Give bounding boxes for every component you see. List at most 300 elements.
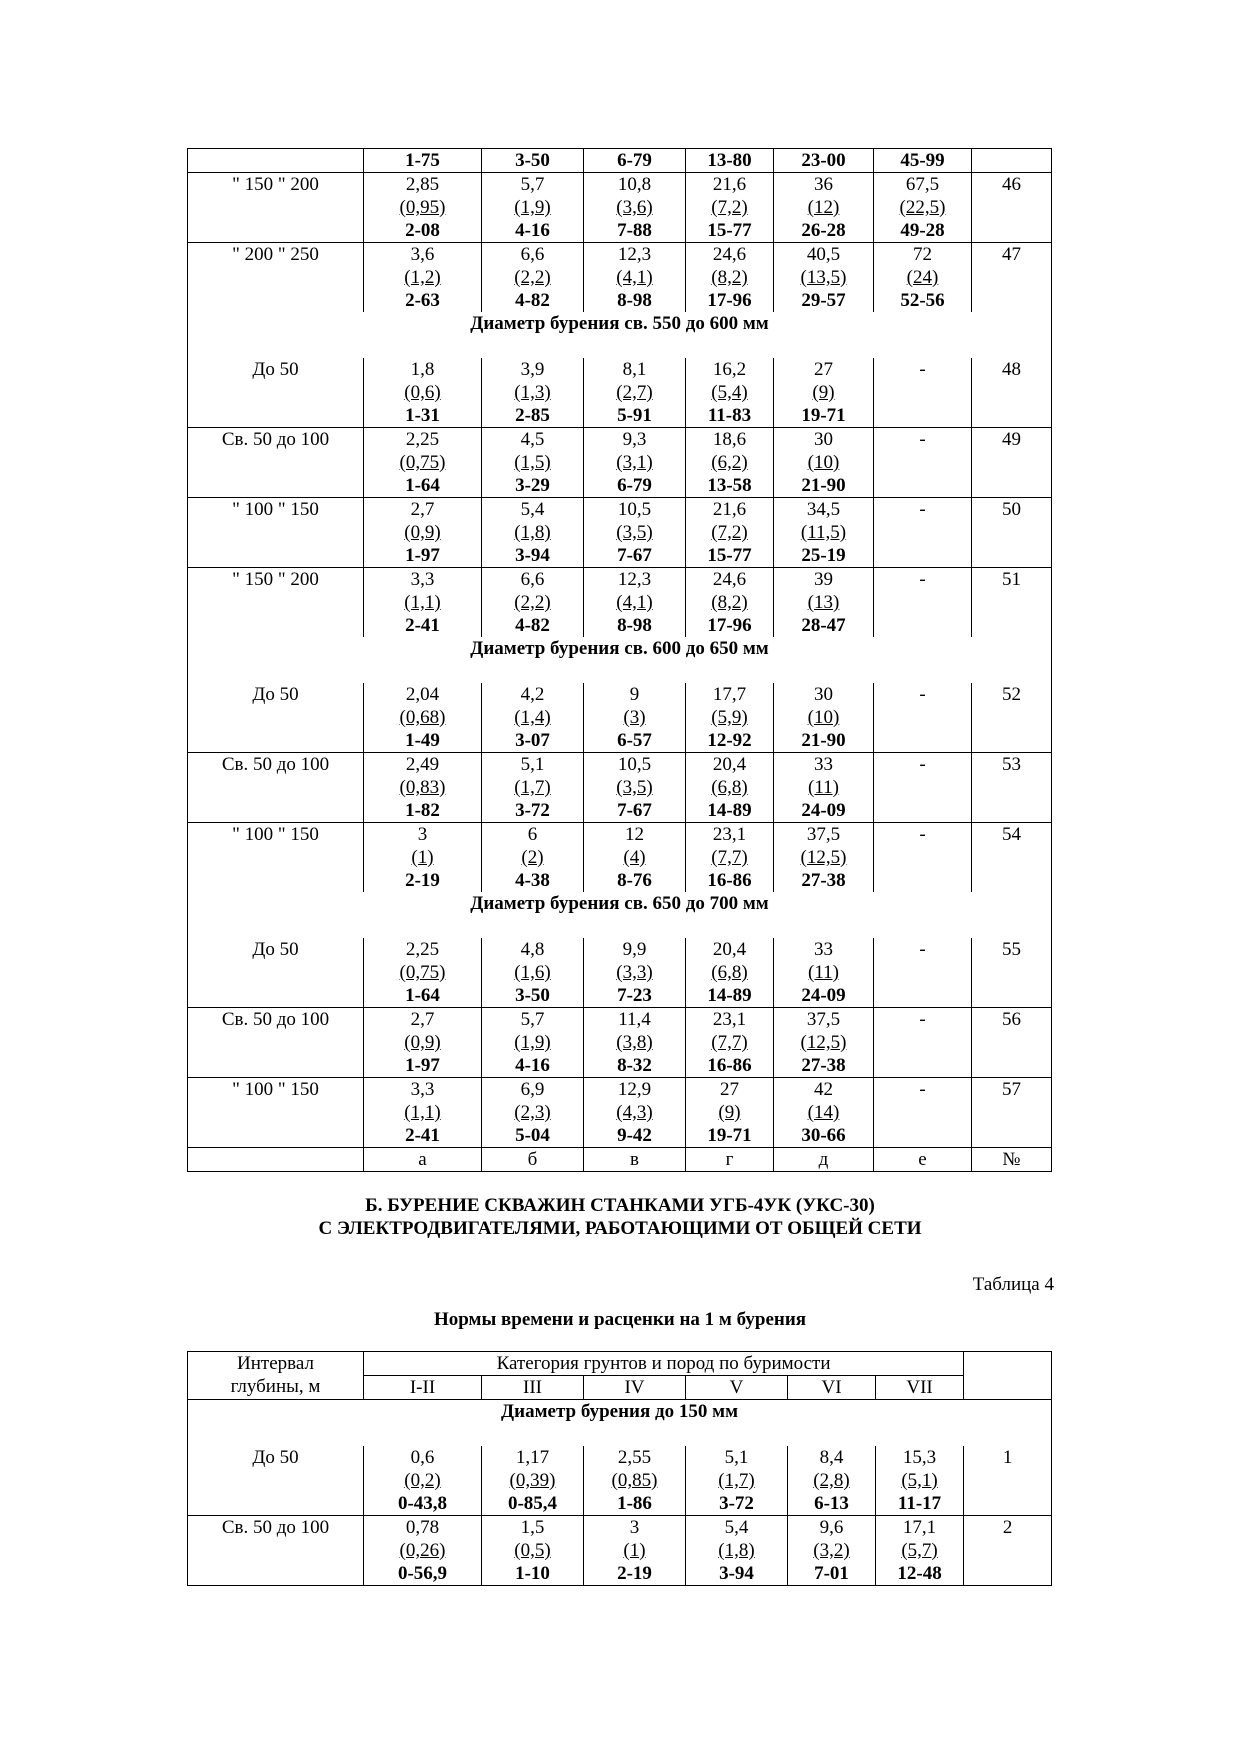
value-cell [774, 498, 874, 568]
time-norm: 12,9 [617, 1079, 652, 1100]
rate: 2-41 [405, 1125, 440, 1146]
machine-time: (2,2) [514, 592, 551, 613]
value-cell [874, 938, 972, 1008]
time-norm: - [919, 824, 926, 845]
time-norm: 30 [814, 684, 833, 705]
machine-time: (4,3) [616, 1102, 653, 1123]
value-cell [774, 823, 874, 893]
time-norm: 37,5 [806, 824, 841, 845]
section-heading: Диаметр бурения св. 600 до 650 мм [188, 637, 1052, 683]
time-norm: - [919, 429, 926, 450]
rate: 3-94 [719, 1563, 754, 1584]
row-number: 57 [972, 1078, 1052, 1148]
value-cell [874, 243, 972, 313]
rate: 13-58 [707, 475, 752, 496]
value-cell [874, 428, 972, 498]
machine-time: (5,1) [901, 1470, 938, 1491]
machine-time: (3) [623, 707, 646, 728]
machine-time: (24) [906, 267, 939, 288]
rate: 2-19 [405, 870, 440, 891]
value-cell [774, 358, 874, 428]
rate: 2-85 [515, 405, 550, 426]
time-norm: 20,4 [712, 754, 747, 775]
row-number: 50 [972, 498, 1052, 568]
table-row [188, 1008, 1052, 1078]
value-cell [774, 243, 874, 313]
time-norm: 24,6 [712, 569, 747, 590]
category-header: IV [584, 1376, 686, 1400]
row-number: 47 [972, 243, 1052, 313]
time-norm: 5,7 [520, 174, 545, 195]
machine-time: (0,85) [611, 1470, 658, 1491]
table-row [188, 358, 1052, 428]
time-norm: 12,3 [617, 569, 652, 590]
value-cell [774, 568, 874, 638]
machine-time: (2,8) [813, 1470, 850, 1491]
rate: 2-08 [405, 220, 440, 241]
value-cell [686, 1446, 788, 1516]
column-letter: а [364, 1148, 482, 1172]
category-header: VI [788, 1376, 876, 1400]
row-number: 46 [972, 173, 1052, 243]
value-cell [584, 243, 686, 313]
rate: 7-67 [617, 545, 652, 566]
value-cell [686, 358, 774, 428]
value-cell [482, 1008, 584, 1078]
rate: 26-28 [801, 220, 846, 241]
norms-table-4 [187, 1351, 1052, 1586]
time-norm: 6 [527, 824, 538, 845]
machine-time: (4,1) [616, 592, 653, 613]
value-cell [364, 683, 482, 753]
section-heading: Диаметр бурения св. 650 до 700 мм [188, 892, 1052, 938]
machine-time: (6,2) [711, 452, 748, 473]
time-norm: 33 [814, 939, 833, 960]
time-norm: 12 [625, 824, 644, 845]
machine-time: (3,3) [616, 962, 653, 983]
time-norm: 5,1 [520, 754, 545, 775]
rate: 3-29 [515, 475, 550, 496]
rate: 49-28 [900, 220, 945, 241]
machine-time: (3,1) [616, 452, 653, 473]
machine-time: (2,2) [514, 267, 551, 288]
time-norm: 2,85 [405, 174, 440, 195]
rate: 17-96 [707, 290, 752, 311]
machine-time: (1,5) [514, 452, 551, 473]
value-cell [482, 428, 584, 498]
machine-time: (4) [623, 847, 646, 868]
interval-label: До 50 [188, 683, 364, 753]
value-cell [364, 1008, 482, 1078]
rate: 1-97 [405, 545, 440, 566]
value-cell [364, 938, 482, 1008]
table-number: Таблица 4 [972, 1274, 1054, 1295]
rate [874, 1124, 971, 1147]
section-row [188, 637, 1052, 683]
value-cell [874, 1078, 972, 1148]
value-cell [584, 753, 686, 823]
machine-time: (13) [807, 592, 840, 613]
rate: 24-09 [801, 800, 846, 821]
time-norm: 18,6 [712, 429, 747, 450]
value-cell [788, 1446, 876, 1516]
rate: 4-16 [515, 1055, 550, 1076]
rate: 1-86 [617, 1493, 652, 1514]
rate: 15-77 [707, 220, 752, 241]
time-norm: 3,3 [410, 1079, 435, 1100]
time-norm: 16,2 [712, 359, 747, 380]
category-header: III [482, 1376, 584, 1400]
rate: 16-86 [707, 870, 752, 891]
time-norm: 40,5 [806, 244, 841, 265]
rate: 19-71 [707, 1125, 752, 1146]
table-row [188, 498, 1052, 568]
value-cell [686, 1516, 788, 1586]
rate: 27-38 [801, 870, 846, 891]
rate: 8-98 [617, 615, 652, 636]
interval-label: Св. 50 до 100 [188, 428, 364, 498]
machine-time: (11,5) [800, 522, 847, 543]
time-norm: 11,4 [618, 1009, 651, 1030]
time-norm: 3,3 [410, 569, 435, 590]
rate: 4-82 [515, 290, 550, 311]
machine-time: (1) [623, 1540, 646, 1561]
rate: 1-49 [405, 730, 440, 751]
rate-header: 6-79 [584, 149, 686, 173]
machine-time: (12) [807, 197, 840, 218]
rate: 1-10 [515, 1563, 550, 1584]
rate-header: 23-00 [774, 149, 874, 173]
time-norm: 37,5 [806, 1009, 841, 1030]
rate: 25-19 [801, 545, 846, 566]
time-norm: 20,4 [712, 939, 747, 960]
table-row [188, 568, 1052, 638]
time-norm: 2,7 [410, 499, 435, 520]
machine-time: (1,1) [404, 592, 441, 613]
rate-header [972, 149, 1052, 173]
time-norm: 3 [417, 824, 428, 845]
row-number: 2 [964, 1516, 1052, 1586]
time-norm: 6,6 [520, 244, 545, 265]
table-row [188, 753, 1052, 823]
time-norm: 15,3 [902, 1447, 937, 1468]
machine-time [874, 381, 971, 404]
machine-time: (0,75) [399, 452, 446, 473]
time-norm: 72 [913, 244, 932, 265]
machine-time: (2) [521, 847, 544, 868]
rate: 6-13 [814, 1493, 849, 1514]
value-cell [584, 568, 686, 638]
time-norm: 30 [814, 429, 833, 450]
value-cell [364, 1516, 482, 1586]
time-norm: 17,1 [902, 1517, 937, 1538]
column-letter: д [774, 1148, 874, 1172]
rate: 2-19 [617, 1563, 652, 1584]
section-row [188, 1400, 1052, 1447]
machine-time: (1,7) [718, 1470, 755, 1491]
machine-time: (0,39) [509, 1470, 556, 1491]
category-header: V [686, 1376, 788, 1400]
value-cell [774, 1078, 874, 1148]
rate: 14-89 [707, 985, 752, 1006]
value-cell [584, 1516, 686, 1586]
machine-time [874, 961, 971, 984]
rate: 52-56 [900, 290, 945, 311]
interval-label: " 150 " 200 [188, 568, 364, 638]
machine-time: (0,2) [404, 1470, 441, 1491]
column-letter: е [874, 1148, 972, 1172]
value-cell [686, 428, 774, 498]
machine-time: (0,6) [404, 382, 441, 403]
rate [874, 544, 971, 567]
rate: 19-71 [801, 405, 846, 426]
value-cell [482, 938, 584, 1008]
time-norm: 5,4 [724, 1517, 749, 1538]
time-norm: 2,25 [405, 429, 440, 450]
machine-time: (22,5) [899, 197, 946, 218]
value-cell [774, 173, 874, 243]
value-cell [874, 753, 972, 823]
row-number: 56 [972, 1008, 1052, 1078]
time-norm: 2,49 [405, 754, 440, 775]
machine-time: (1,1) [404, 1102, 441, 1123]
time-norm: 4,5 [520, 429, 545, 450]
interval-header-line1: Интервал [237, 1353, 314, 1374]
rate: 8-98 [617, 290, 652, 311]
column-letter: г [686, 1148, 774, 1172]
machine-time: (1,8) [718, 1540, 755, 1561]
value-cell [364, 498, 482, 568]
rate [874, 474, 971, 497]
interval-label: Св. 50 до 100 [188, 1008, 364, 1078]
time-norm: 3,9 [520, 359, 545, 380]
category-header: VII [876, 1376, 964, 1400]
rate: 1-97 [405, 1055, 440, 1076]
table-row [188, 173, 1052, 243]
rate [874, 404, 971, 427]
machine-time [874, 776, 971, 799]
interval-label: Св. 50 до 100 [188, 1516, 364, 1586]
value-cell [482, 753, 584, 823]
machine-time: (14) [807, 1102, 840, 1123]
rate: 4-16 [515, 220, 550, 241]
time-norm: 10,8 [617, 174, 652, 195]
value-cell [686, 173, 774, 243]
value-cell [774, 753, 874, 823]
rate: 24-09 [801, 985, 846, 1006]
section-b-title-line2: С ЭЛЕКТРОДВИГАТЕЛЯМИ, РАБОТАЮЩИМИ ОТ ОБЩЕЙ СЕТИ [318, 1218, 922, 1239]
value-cell [584, 1446, 686, 1516]
time-norm: 8,4 [819, 1447, 844, 1468]
time-norm: 33 [814, 754, 833, 775]
category-group-header: Категория грунтов и пород по буримости [364, 1352, 964, 1376]
rate: 3-72 [719, 1493, 754, 1514]
value-cell [686, 1078, 774, 1148]
value-cell [584, 173, 686, 243]
time-norm: 5,1 [724, 1447, 749, 1468]
rate: 6-57 [617, 730, 652, 751]
value-cell [584, 938, 686, 1008]
rate: 3-50 [515, 985, 550, 1006]
row-number: 49 [972, 428, 1052, 498]
time-norm: 3,6 [410, 244, 435, 265]
machine-time [874, 1031, 971, 1054]
machine-time: (3,6) [616, 197, 653, 218]
machine-time: (1,9) [514, 1032, 551, 1053]
time-norm: - [919, 1079, 926, 1100]
machine-time: (1,2) [404, 267, 441, 288]
value-cell [482, 358, 584, 428]
value-cell [482, 173, 584, 243]
time-norm: 1,8 [410, 359, 435, 380]
value-cell [482, 823, 584, 893]
table-row [188, 243, 1052, 313]
time-norm: 17,7 [712, 684, 747, 705]
machine-time: (8,2) [711, 592, 748, 613]
value-cell [584, 1078, 686, 1148]
machine-time: (0,83) [399, 777, 446, 798]
interval-label: До 50 [188, 1446, 364, 1516]
header-row [188, 149, 1052, 173]
value-cell [874, 823, 972, 893]
value-cell [364, 1078, 482, 1148]
machine-time [874, 591, 971, 614]
column-letter: б [482, 1148, 584, 1172]
time-norm: 2,7 [410, 1009, 435, 1030]
value-cell [364, 753, 482, 823]
machine-time: (7,7) [711, 847, 748, 868]
value-cell [482, 498, 584, 568]
machine-time: (1,4) [514, 707, 551, 728]
machine-time: (10) [807, 707, 840, 728]
machine-time: (5,9) [711, 707, 748, 728]
rate: 1-31 [405, 405, 440, 426]
machine-time: (1,7) [514, 777, 551, 798]
time-norm: 4,8 [520, 939, 545, 960]
rate: 3-07 [515, 730, 550, 751]
time-norm: 39 [814, 569, 833, 590]
rate: 17-96 [707, 615, 752, 636]
rate: 0-43,8 [397, 1493, 448, 1514]
row-number: 48 [972, 358, 1052, 428]
rate: 7-23 [617, 985, 652, 1006]
table-row [188, 938, 1052, 1008]
machine-time: (2,7) [616, 382, 653, 403]
interval-label: " 100 " 150 [188, 498, 364, 568]
machine-time: (9) [718, 1102, 741, 1123]
time-norm: 42 [814, 1079, 833, 1100]
value-cell [364, 823, 482, 893]
time-norm: 0,6 [410, 1447, 435, 1468]
value-cell [774, 428, 874, 498]
machine-time: (1,3) [514, 382, 551, 403]
rate: 15-77 [707, 545, 752, 566]
time-norm: 21,6 [712, 174, 747, 195]
time-norm: 23,1 [712, 824, 747, 845]
time-norm: - [919, 359, 926, 380]
rate: 12-92 [707, 730, 752, 751]
rate: 2-41 [405, 615, 440, 636]
number-header [964, 1352, 1052, 1400]
machine-time: (11) [808, 962, 839, 983]
time-norm: 9,9 [622, 939, 647, 960]
header-row [188, 1352, 1052, 1376]
rate-header: 3-50 [482, 149, 584, 173]
interval-label: " 150 " 200 [188, 173, 364, 243]
value-cell [874, 683, 972, 753]
footer-row [188, 1148, 1052, 1172]
time-norm: 9 [629, 684, 640, 705]
machine-time: (2,3) [514, 1102, 551, 1123]
interval-label: " 100 " 150 [188, 823, 364, 893]
machine-time: (12,5) [800, 847, 847, 868]
section-b-title-line1: Б. БУРЕНИЕ СКВАЖИН СТАНКАМИ УГБ-4УК (УКС-30) [365, 1195, 875, 1216]
value-cell [874, 498, 972, 568]
value-cell [686, 683, 774, 753]
rate: 30-66 [801, 1125, 846, 1146]
machine-time: (0,26) [399, 1540, 446, 1561]
value-cell [774, 683, 874, 753]
rate: 7-67 [617, 800, 652, 821]
rate: 0-85,4 [507, 1493, 558, 1514]
machine-time: (1) [411, 847, 434, 868]
value-cell [774, 1008, 874, 1078]
machine-time: (3,5) [616, 777, 653, 798]
time-norm: 9,6 [819, 1517, 844, 1538]
time-norm: - [919, 1009, 926, 1030]
rate: 4-38 [515, 870, 550, 891]
time-norm: 6,9 [520, 1079, 545, 1100]
value-cell [876, 1516, 964, 1586]
rate: 3-72 [515, 800, 550, 821]
rate: 1-64 [405, 475, 440, 496]
value-cell [584, 1008, 686, 1078]
value-cell [482, 243, 584, 313]
interval-label: До 50 [188, 938, 364, 1008]
table-row [188, 1516, 1052, 1586]
rate [874, 799, 971, 822]
row-number: 54 [972, 823, 1052, 893]
rate: 7-01 [814, 1563, 849, 1584]
machine-time: (5,4) [711, 382, 748, 403]
value-cell [482, 1446, 584, 1516]
table-row [188, 1078, 1052, 1148]
machine-time: (7,2) [711, 522, 748, 543]
value-cell [876, 1446, 964, 1516]
rate: 16-86 [707, 1055, 752, 1076]
column-letter: № [972, 1148, 1052, 1172]
rate [874, 1054, 971, 1077]
section-heading: Диаметр бурения до 150 мм [188, 1400, 1052, 1447]
machine-time [874, 451, 971, 474]
time-norm: - [919, 499, 926, 520]
time-norm: 10,5 [617, 499, 652, 520]
value-cell [584, 358, 686, 428]
machine-time: (4,1) [616, 267, 653, 288]
section-row [188, 312, 1052, 358]
machine-time: (9) [812, 382, 835, 403]
time-norm: 5,4 [520, 499, 545, 520]
rate: 29-57 [801, 290, 846, 311]
value-cell [584, 683, 686, 753]
rate: 2-63 [405, 290, 440, 311]
row-number: 53 [972, 753, 1052, 823]
machine-time: (8,2) [711, 267, 748, 288]
blank-cell [188, 1148, 364, 1172]
value-cell [788, 1516, 876, 1586]
machine-time: (1,8) [514, 522, 551, 543]
time-norm: 2,55 [617, 1447, 652, 1468]
